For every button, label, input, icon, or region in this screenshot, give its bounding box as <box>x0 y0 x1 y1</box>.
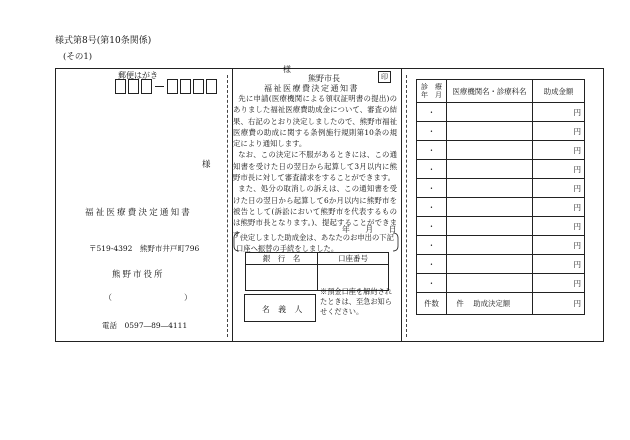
row-date: ・ <box>417 179 447 198</box>
table-row <box>417 255 585 274</box>
count-unit: 件 <box>456 299 464 308</box>
count-label: 件数 <box>417 293 447 315</box>
notice-body <box>233 93 397 240</box>
row-amount: 円 <box>533 198 585 217</box>
row-institution <box>447 236 533 255</box>
notice-title: 福祉医療費決定通知書 <box>85 208 193 218</box>
grant-table <box>416 79 585 315</box>
postal-box <box>115 79 126 94</box>
fold-line-left <box>227 75 228 337</box>
postal-box <box>167 79 178 94</box>
account-note: ※預金口座を解約されたときは、至急お知らせください。 <box>320 287 392 316</box>
sender-office: 熊野市役所 <box>112 270 165 280</box>
row-date: ・ <box>417 274 447 293</box>
table-footer <box>417 293 585 315</box>
row-amount: 円 <box>533 274 585 293</box>
addressee-honorific: 様 <box>283 65 291 74</box>
postcard-label: 郵便はがき <box>118 71 158 80</box>
bank-table <box>245 252 389 291</box>
account-number-header: 口座番号 <box>318 253 389 265</box>
row-institution <box>447 255 533 274</box>
row-amount: 円 <box>533 141 585 160</box>
row-institution <box>447 141 533 160</box>
notice-heading: 福祉医療費決定通知書 <box>264 84 359 93</box>
form-number: 様式第8号(第10条関係) <box>55 36 152 46</box>
body-paragraph: なお、この決定に不服があるときには、この通知書を受けた日の翌日から起算して3月以内に熊野市長に対して審査請求をすることができます。 <box>233 150 397 183</box>
department-parenthesis: （ ） <box>104 293 192 302</box>
table-row <box>417 217 585 236</box>
row-institution <box>447 122 533 141</box>
table-row <box>417 274 585 293</box>
divider-right <box>401 68 402 342</box>
mayor-name: 熊野市長 <box>308 74 340 83</box>
table-row <box>417 103 585 122</box>
header-institution: 医療機関名・診療科名 <box>447 80 533 103</box>
fold-line-right <box>406 75 407 337</box>
body-paragraph: また、処分の取消しの訴えは、この通知書を受けた日の翌日から起算して6か月以内に熊野市を被告として(訴訟において熊野市を代表するものは熊野市長となります。)、提起することができます。 <box>233 184 397 239</box>
table-row <box>417 122 585 141</box>
sender-address: 〒519-4392 熊野市井戸町796 <box>89 244 200 253</box>
table-row <box>417 198 585 217</box>
row-institution <box>447 160 533 179</box>
table-row <box>417 141 585 160</box>
row-amount: 円 <box>533 179 585 198</box>
row-institution <box>447 274 533 293</box>
transfer-notice: 決定しました助成金は、あなたのお申出の下記口座へ振替の手続をしました。 <box>236 233 394 253</box>
row-date: ・ <box>417 141 447 160</box>
table-row <box>417 179 585 198</box>
row-amount: 円 <box>533 103 585 122</box>
total-amount: 円 <box>533 293 585 315</box>
row-date: ・ <box>417 198 447 217</box>
issue-date: 年 月 日 <box>342 225 397 234</box>
row-amount: 円 <box>533 255 585 274</box>
table-row <box>417 160 585 179</box>
row-date: ・ <box>417 103 447 122</box>
postal-box <box>193 79 204 94</box>
recipient-honorific: 様 <box>202 160 211 170</box>
account-holder-label: 名 義 人 <box>262 305 306 314</box>
table-row <box>417 236 585 255</box>
row-date: ・ <box>417 217 447 236</box>
row-amount: 円 <box>533 122 585 141</box>
form-subtitle: (その1) <box>63 52 93 62</box>
postal-box <box>206 79 217 94</box>
row-date: ・ <box>417 160 447 179</box>
postal-code-boxes <box>115 79 219 94</box>
row-amount: 円 <box>533 160 585 179</box>
header-amount: 助成金額 <box>533 80 585 103</box>
postal-box <box>180 79 191 94</box>
row-institution <box>447 179 533 198</box>
row-institution <box>447 103 533 122</box>
count-and-total-label <box>447 293 533 315</box>
row-date: ・ <box>417 255 447 274</box>
row-date: ・ <box>417 236 447 255</box>
row-institution <box>447 198 533 217</box>
postal-dash <box>155 86 164 87</box>
postal-box <box>141 79 152 94</box>
postal-box <box>128 79 139 94</box>
body-paragraph: 先に申請(医療機関による領収証明書の提出)のありました福祉医療費助成金について、審査の結果、右記のとおり決定しましたので、熊野市福祉医療費の助成に関する条例施行規則第10条の規定により通知します。 <box>233 94 397 149</box>
row-institution <box>447 217 533 236</box>
row-amount: 円 <box>533 217 585 236</box>
header-treatment-date: 診 療 年 月 <box>417 80 447 103</box>
official-seal: 印 <box>378 71 391 83</box>
bank-name-header: 銀 行 名 <box>246 253 318 265</box>
total-label: 助成決定額 <box>473 299 511 308</box>
phone-number: 電話 0597―89―4111 <box>102 321 188 330</box>
row-date: ・ <box>417 122 447 141</box>
row-amount: 円 <box>533 236 585 255</box>
bank-name-cell <box>246 265 318 291</box>
